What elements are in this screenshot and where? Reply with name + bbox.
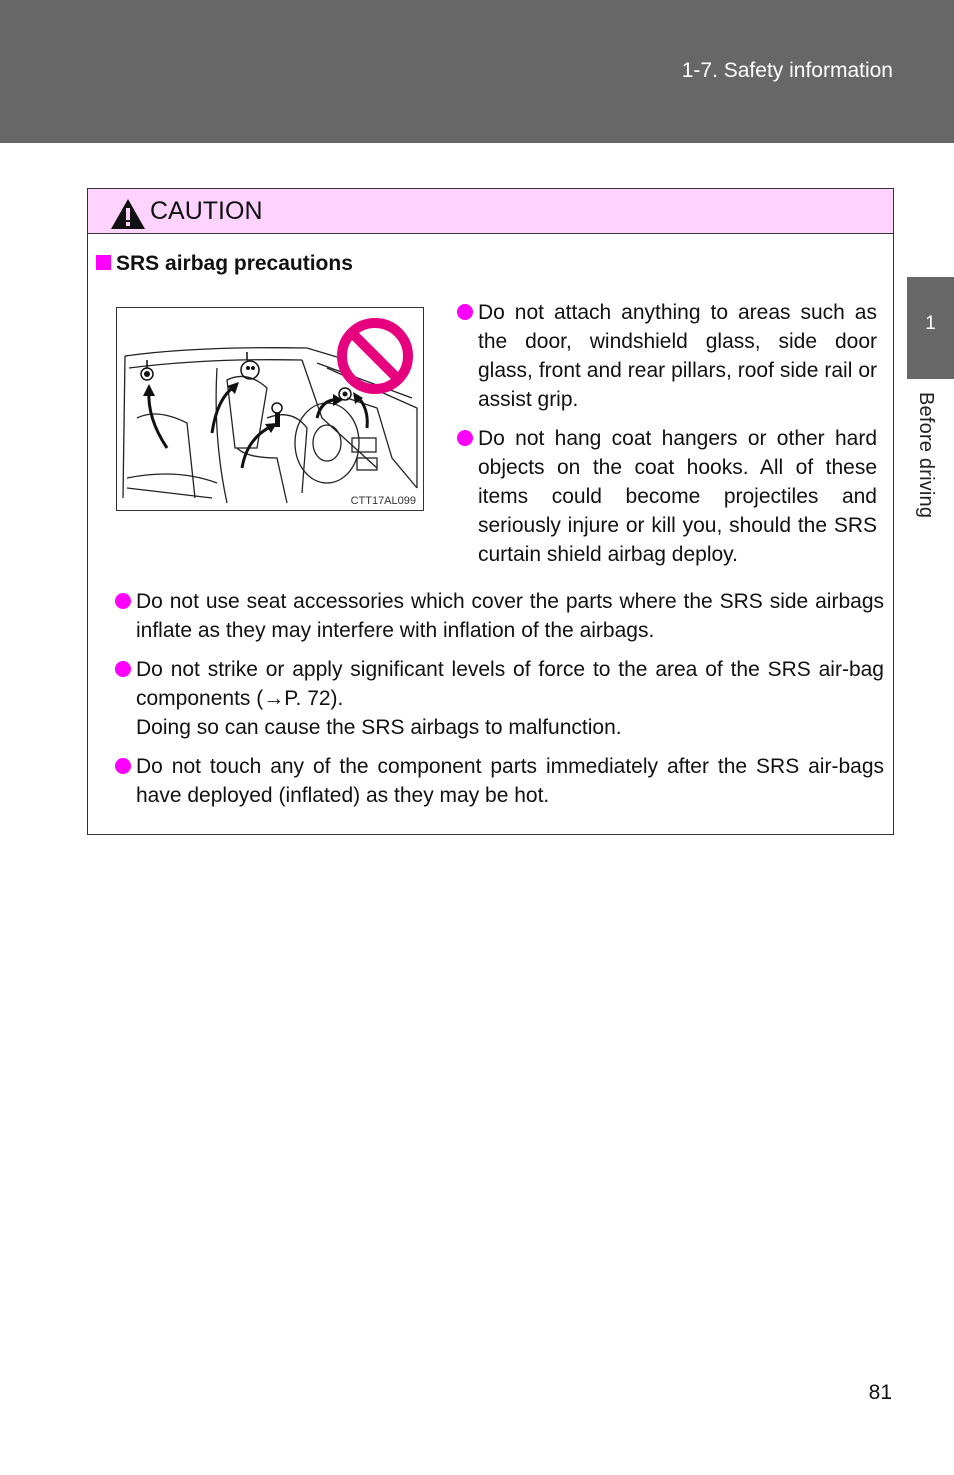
bullet-item: [478, 298, 877, 414]
square-bullet-icon: [96, 255, 111, 270]
bullet-dot-icon: [457, 304, 473, 320]
caution-box: [87, 188, 894, 835]
bullet-item: [136, 655, 884, 742]
figure-code: CTT17AL099: [350, 495, 416, 507]
chapter-label: Before driving: [915, 392, 937, 519]
subsection-title-text: SRS airbag precautions: [116, 252, 353, 275]
section-title: 1-7. Safety information: [681, 59, 893, 82]
bullet-dot-icon: [115, 661, 131, 677]
bullet-text: Do not use seat accessories which cover the parts where the SRS side airbags inflate as they may interfere with inflation of the airbags.: [136, 590, 884, 642]
bullet-item: [136, 752, 884, 810]
subsection-title: [96, 252, 353, 276]
prohibition-icon: [342, 323, 408, 389]
airbag-illustration: [116, 307, 424, 511]
chapter-number: 1: [925, 313, 936, 334]
bullet-text: Do not hang coat hangers or other hard objects on the coat hooks. All of these items could become projectiles and seriously injure or kill you, should the SRS curtain shield airbag deploy.: [478, 427, 877, 566]
bullet-dot-icon: [115, 593, 131, 609]
bullet-dot-icon: [457, 430, 473, 446]
caution-label: CAUTION: [150, 197, 263, 225]
page-header: [0, 0, 954, 143]
bullet-text-continuation: Doing so can cause the SRS airbags to malfunction.: [136, 716, 622, 739]
bullet-text: Do not strike or apply significant levels of force to the area of the SRS air-bag components (→P. 72).: [136, 658, 884, 710]
bullet-item: [136, 587, 884, 645]
bullet-dot-icon: [115, 758, 131, 774]
bullet-item: [478, 424, 877, 569]
bullet-text: Do not touch any of the component parts immediately after the SRS air-bags have deployed (inflated) as they may be hot.: [136, 755, 884, 807]
car-interior-drawing: [117, 308, 423, 510]
warning-icon: [110, 198, 146, 230]
bullet-text: Do not attach anything to areas such as the door, windshield glass, side door glass, front and rear pillars, roof side rail or assist grip.: [478, 301, 877, 411]
caution-header: [88, 189, 893, 234]
page-number: 81: [868, 1381, 892, 1404]
chapter-tab: [907, 277, 954, 379]
